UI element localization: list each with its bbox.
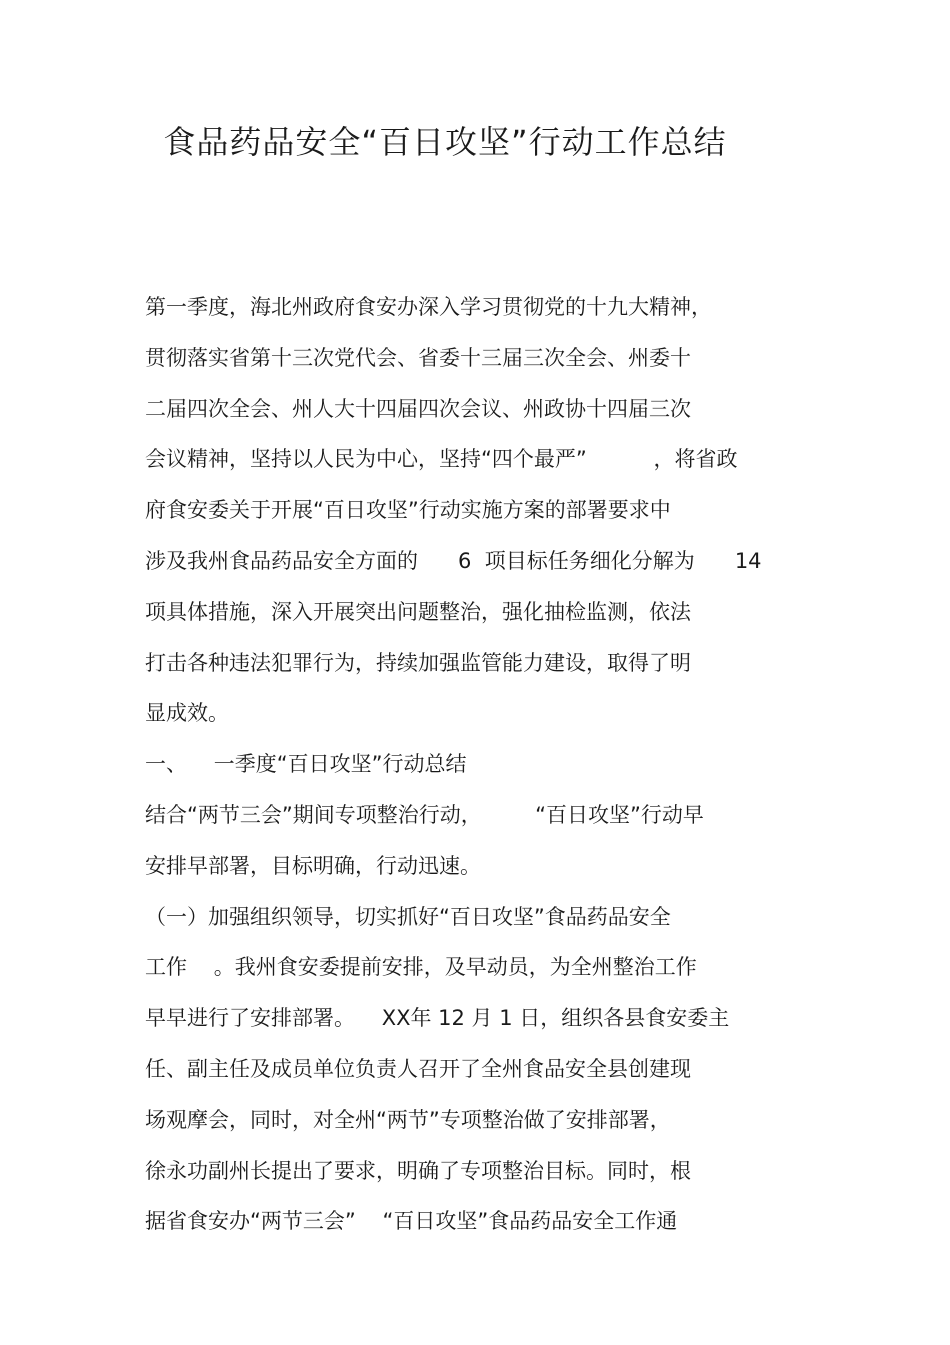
body-line: 显成效。 — [145, 701, 229, 726]
body-line: 安排早部署，目标明确，行动迅速。 — [145, 853, 481, 878]
body-line: 任、副主任及成员单位负责人召开了全州食品安全县创建现 — [145, 1056, 691, 1081]
body-line: 贯彻落实省第十三次党代会、省委十三届三次全会、州委十 — [145, 345, 691, 370]
body-line: 据省食安办“两节三会” “百日攻坚”食品药品安全工作通 — [145, 1209, 678, 1234]
body-line: 工作 。我州食安委提前安排，及早动员，为全州整治工作 — [145, 955, 697, 980]
body-line: 二届四次全会、州人大十四届四次会议、州政协十四届三次 — [145, 396, 691, 421]
document-body — [145, 284, 825, 1249]
section-heading: 一、 一季度“百日攻坚”行动总结 — [145, 752, 467, 777]
body-line: 第一季度，海北州政府食安办深入学习贯彻党的十九大精神， — [145, 295, 712, 319]
body-line: 打击各种违法犯罪行为，持续加强监管能力建设，取得了明 — [145, 650, 691, 675]
body-line: 府食安委关于开展“百日攻坚”行动实施方案的部署要求中 — [145, 498, 671, 523]
document-title: 食品药品安全“百日攻坚”行动工作总结 — [163, 123, 727, 161]
body-line: 早早进行了安排部署。 XX年 12 月 1 日，组织各县食安委主 — [145, 1006, 730, 1031]
body-line: 涉及我州食品药品安全方面的 6 项目标任务细化分解为 14 — [145, 548, 762, 573]
body-line: 徐永功副州长提出了要求，明确了专项整治目标。同时，根 — [145, 1158, 691, 1183]
body-line: 结合“两节三会”期间专项整治行动， “百日攻坚”行动早 — [145, 802, 704, 827]
body-line: 项具体措施，深入开展突出问题整治，强化抽检监测，依法 — [145, 599, 691, 624]
body-line: 场观摩会，同时，对全州“两节”专项整治做了安排部署， — [145, 1107, 671, 1132]
subsection-heading: （一）加强组织领导，切实抓好“百日攻坚”食品药品安全 — [145, 904, 671, 929]
body-line: 会议精神，坚持以人民为中心，坚持“四个最严” ，将省政 — [145, 447, 738, 472]
